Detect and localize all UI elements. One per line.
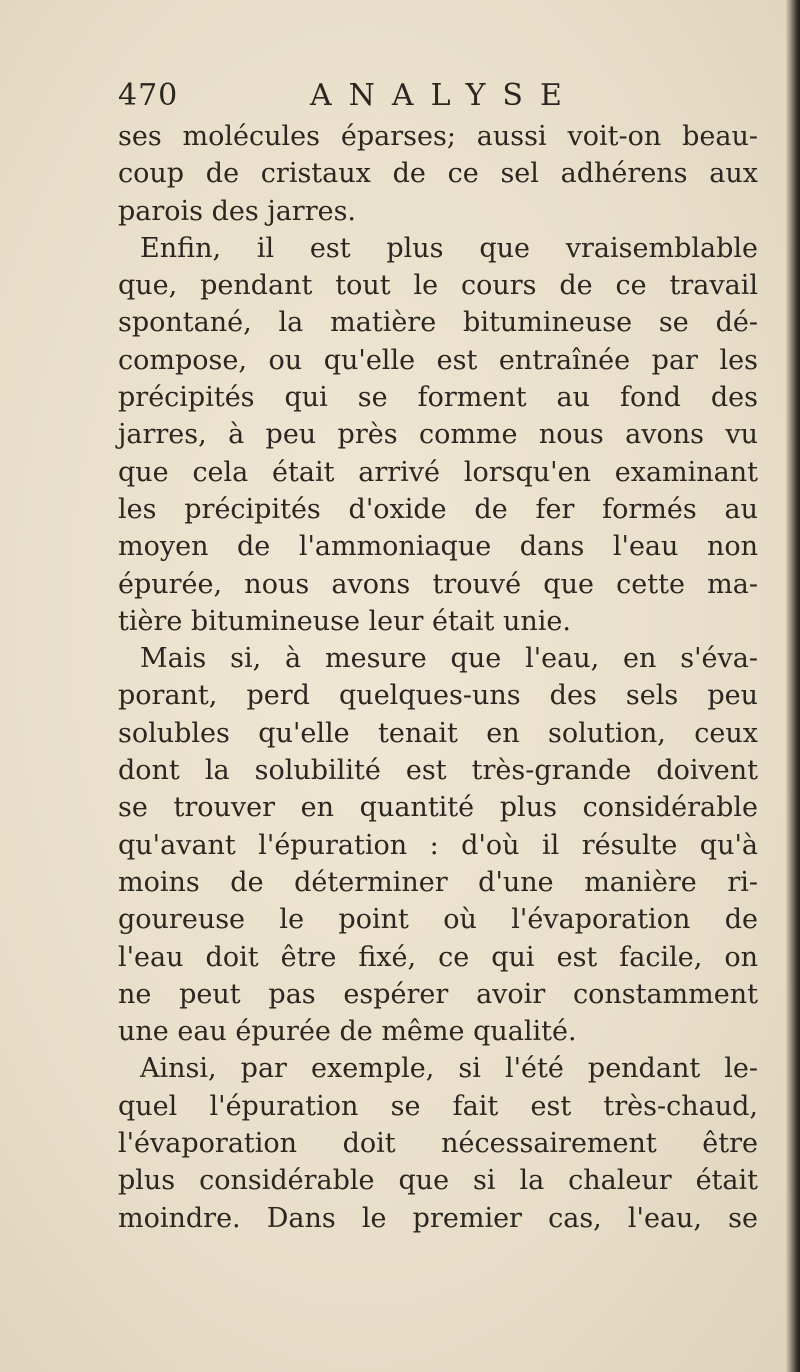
text-line: l'évaporation doit nécessairement être (118, 1128, 758, 1160)
text-line: goureuse le point où l'évaporation de (118, 904, 758, 936)
text-line: parois des jarres. (118, 195, 357, 227)
text-line: épurée, nous avons trouvé que cette ma- (118, 568, 758, 600)
page-number: 470 (118, 78, 179, 113)
text-line: plus considérable que si la chaleur était (118, 1165, 758, 1197)
body-text (118, 118, 758, 1237)
text-line: moyen de l'ammoniaque dans l'eau non (118, 531, 758, 563)
text-line: coup de cristaux de ce sel adhérens aux (118, 158, 758, 190)
text-line: que cela était arrivé lorsqu'en examinant (118, 456, 758, 488)
text-line: l'eau doit être fixé, ce qui est facile, on (118, 941, 758, 973)
text-line: quel l'épuration se fait est très-chaud, (118, 1090, 758, 1122)
running-title: ANALYSE (310, 78, 579, 113)
text-line: ses molécules éparses; aussi voit-on beau- (118, 121, 758, 152)
text-line: compose, ou qu'elle est entraînée par les (118, 344, 758, 376)
text-line: moins de déterminer d'une manière ri- (118, 866, 758, 898)
text-line: moindre. Dans le premier cas, l'eau, se (118, 1202, 758, 1234)
running-head (118, 78, 758, 118)
text-line: les précipités d'oxide de fer formés au (118, 493, 758, 525)
text-line: Ainsi, par exemple, si l'été pendant le- (140, 1053, 758, 1085)
text-line: Enfin, il est plus que vraisemblable (140, 232, 758, 264)
text-line: spontané, la matière bitumineuse se dé- (118, 307, 758, 339)
text-line: précipités qui se forment au fond des (118, 382, 758, 414)
text-line: ne peut pas espérer avoir constamment (118, 978, 758, 1010)
page-binding-shadow (786, 0, 800, 1372)
text-line: Mais si, à mesure que l'eau, en s'éva- (140, 643, 758, 675)
text-line: se trouver en quantité plus considérable (118, 792, 758, 824)
text-line: que, pendant tout le cours de ce travail (118, 270, 758, 302)
text-line: tière bitumineuse leur était unie. (118, 605, 571, 637)
text-line: solubles qu'elle tenait en solution, ceux (118, 717, 758, 749)
text-line: porant, perd quelques-uns des sels peu (118, 680, 758, 712)
text-line: dont la solubilité est très-grande doivent (118, 755, 758, 787)
text-line: une eau épurée de même qualité. (118, 1016, 577, 1048)
text-line: jarres, à peu près comme nous avons vu (118, 419, 758, 451)
text-line: qu'avant l'épuration : d'où il résulte qu'à (118, 829, 758, 861)
